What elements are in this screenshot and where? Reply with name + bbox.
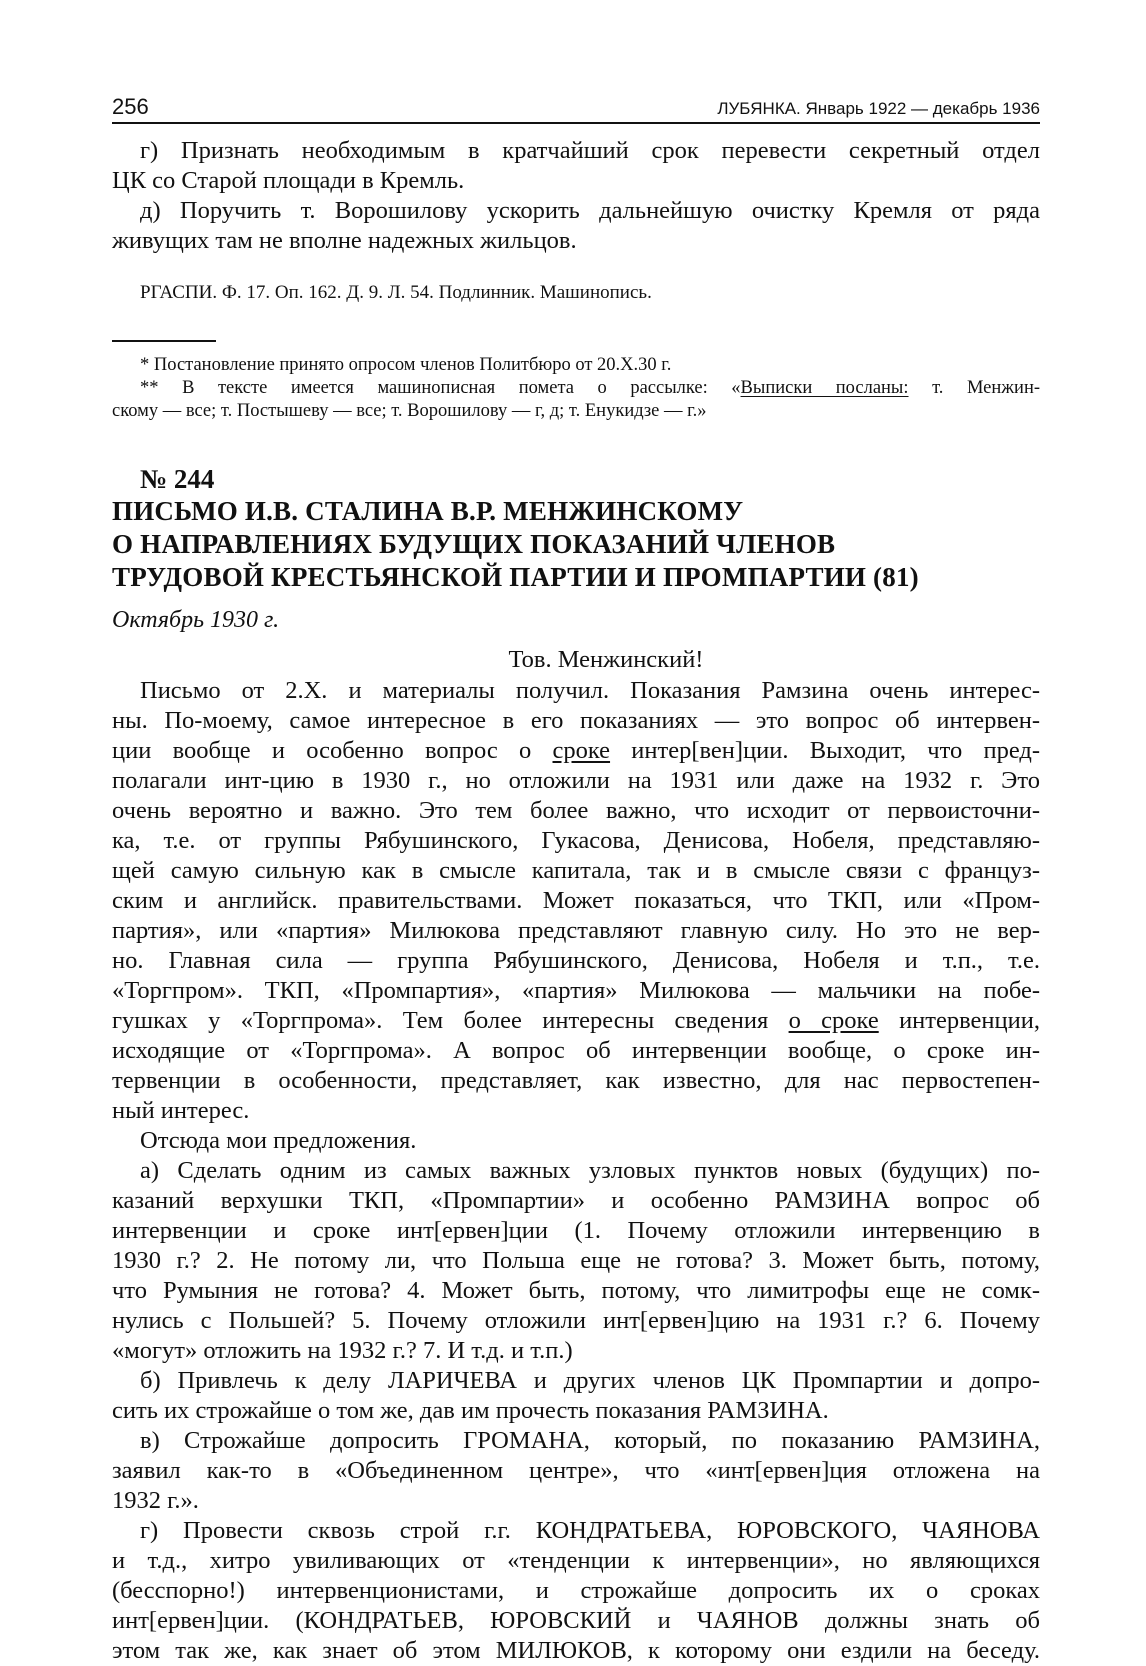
text-line: (бесспорно!) интервенционистами, и строжайше допросить их о сроках: [112, 1577, 1040, 1604]
text-line: что Румыния не готова? 4. Может быть, потому, что лимитрофы еще не сомк-: [112, 1277, 1040, 1304]
text-line: 1930 г.? 2. Не потому ли, что Польша еще не готова? 3. Может быть, потому,: [112, 1247, 1040, 1274]
text-line: [112, 1006, 1040, 1036]
text-line: очень вероятно и важно. Это тем более важно, что исходит от первоисточни-: [112, 797, 1040, 824]
underlined-phrase: сроке: [552, 737, 611, 764]
footnote-divider: [112, 340, 216, 342]
text-line: Письмо от 2.X. и материалы получил. Показания Рамзина очень интерес-: [140, 677, 1040, 704]
document-title: [112, 495, 1040, 594]
text-fragment: интер[вен]ции. Выходит, что пред-: [610, 737, 1040, 764]
text-line: б) Привлечь к делу ЛАРИЧЕВА и других членов ЦК Промпартии и допро-: [140, 1367, 1040, 1394]
document-number: № 244: [140, 464, 215, 494]
page-number: 256: [112, 94, 149, 119]
paragraph-1: [112, 676, 1040, 1126]
running-head: [112, 94, 1040, 124]
text-line: г) Признать необходимым в кратчайший срок перевести секретный отдел: [140, 137, 1040, 164]
text-line: инт[ервен]ции. (КОНДРАТЬЕВ, ЮРОВСКИЙ и ЧАЯНОВ должны знать об: [112, 1607, 1040, 1634]
text-line: но. Главная сила — группа Рябушинского, Денисова, Нобеля и т.п., т.е.: [112, 947, 1040, 974]
text-line: нулись с Польшей? 5. Почему отложили инт[ервен]цию на 1931 г.? 6. Почему: [112, 1307, 1040, 1334]
text-line: «Торгпром». ТКП, «Промпартия», «партия» Милюкова — мальчики на побе-: [112, 977, 1040, 1004]
text-line: живущих там не вполне надежных жильцов.: [112, 227, 577, 254]
text-line: в) Строжайше допросить ГРОМАНА, который, по показанию РАМЗИНА,: [140, 1427, 1040, 1454]
text-line: 1932 г.».: [112, 1487, 199, 1514]
text-line: а) Сделать одним из самых важных узловых пунктов новых (будущих) по-: [140, 1157, 1040, 1184]
text-line: полагали инт-цию в 1930 г., но отложили на 1931 или даже на 1932 г. Это: [112, 767, 1040, 794]
letter-body: [112, 676, 1040, 1666]
paragraph-2: [112, 1126, 1040, 1156]
footnote-marker: **: [140, 378, 159, 398]
item-g: [112, 136, 1040, 196]
proposal-a: [112, 1156, 1040, 1366]
text-line: Отсюда мои предложения.: [140, 1127, 417, 1154]
text-line: партия», или «партия» Милюкова представляют главную силу. Но это не вер-: [112, 917, 1040, 944]
footnote-text: Постановление принято опросом членов Политбюро от 20.X.30 г.: [153, 355, 672, 375]
text-line: ским и английск. правительствами. Может показаться, что ТКП, или «Пром-: [112, 887, 1040, 914]
text-line: этом так же, как знает об этом МИЛЮКОВ, к которому они ездили на беседу.: [112, 1637, 1040, 1664]
text-fragment: ции вообще и особенно вопрос о: [112, 737, 553, 764]
text-line: ны. По-моему, самое интересное в его показаниях — это вопрос об интервен-: [112, 707, 1040, 734]
text-line: ный интерес.: [112, 1097, 250, 1124]
previous-document-tail: [112, 136, 1040, 256]
book-page: [112, 94, 1040, 1666]
text-line: [112, 736, 1040, 766]
text-line: «могут» отложить на 1932 г.? 7. И т.д. и т.п.): [112, 1337, 573, 1364]
text-line: ка, т.е. от группы Рябушинского, Гукасова, Денисова, Нобеля, представляю-: [112, 827, 1040, 854]
text-line: ЦК со Старой площади в Кремль.: [112, 167, 465, 194]
underlined-phrase: Выписки посланы:: [740, 378, 909, 398]
title-line: О НАПРАВЛЕНИЯХ БУДУЩИХ ПОКАЗАНИЙ ЧЛЕНОВ: [112, 529, 836, 559]
footnote-text: т. Менжин-: [908, 378, 1040, 398]
footnotes: [112, 354, 1040, 423]
text-line: г) Провести сквозь строй г.г. КОНДРАТЬЕВА, ЮРОВСКОГО, ЧАЯНОВА: [140, 1517, 1040, 1544]
archive-source: РГАСПИ. Ф. 17. Оп. 162. Д. 9. Л. 54. Подлинник. Машинопись.: [140, 282, 652, 303]
text-line: тервенции в особенности, представляет, как известно, для нас первостепен-: [112, 1067, 1040, 1094]
title-line: ТРУДОВОЙ КРЕСТЬЯНСКОЙ ПАРТИИ И ПРОМПАРТИИ (81): [112, 562, 919, 592]
footnote-1: [112, 354, 1040, 377]
text-line: д) Поручить т. Ворошилову ускорить дальнейшую очистку Кремля от ряда: [140, 197, 1040, 224]
text-line: казаний верхушки ТКП, «Промпартии» и особенно РАМЗИНА вопрос об: [112, 1187, 1040, 1214]
text-fragment: гушках у «Торгпрома». Тем более интересны сведения: [112, 1007, 789, 1034]
proposal-v: [112, 1426, 1040, 1516]
proposal-b: [112, 1366, 1040, 1426]
item-d: [112, 196, 1040, 256]
document-date: Октябрь 1930 г.: [112, 607, 280, 633]
salutation: Тов. Менжинский!: [508, 646, 704, 673]
text-line: [112, 377, 1040, 400]
text-line: исходящие от «Торгпрома». А вопрос об интервенции вообще, о сроке ин-: [112, 1037, 1040, 1064]
text-line: интервенции и сроке инт[ервен]ции (1. Почему отложили интервенцию в: [112, 1217, 1040, 1244]
footnote-2: [112, 377, 1040, 423]
underlined-phrase: о сроке: [788, 1007, 879, 1034]
text-line: щей самую сильную как в смысле капитала, так и в смысле связи с француз-: [112, 857, 1040, 884]
text-fragment: интервенции,: [878, 1007, 1040, 1034]
text-line: заявил как-то в «Объединенном центре», что «инт[ервен]ция отложена на: [112, 1457, 1040, 1484]
text-line: сить их строжайше о том же, дав им прочесть показания РАМЗИНА.: [112, 1397, 829, 1424]
proposal-g: [112, 1516, 1040, 1666]
text-line: скому — все; т. Постышеву — все; т. Ворошилову — г, д; т. Енукидзе — г.»: [112, 401, 707, 421]
footnote-text: В тексте имеется машинописная помета о рассылке: «: [182, 378, 741, 398]
footnote-marker: *: [140, 355, 150, 375]
title-line: ПИСЬМО И.В. СТАЛИНА В.Р. МЕНЖИНСКОМУ: [112, 496, 744, 526]
running-title: ЛУБЯНКА. Январь 1922 — декабрь 1936: [717, 99, 1040, 118]
text-line: и т.д., хитро увиливающих от «тенденции к интервенции», но являющихся: [112, 1547, 1040, 1574]
